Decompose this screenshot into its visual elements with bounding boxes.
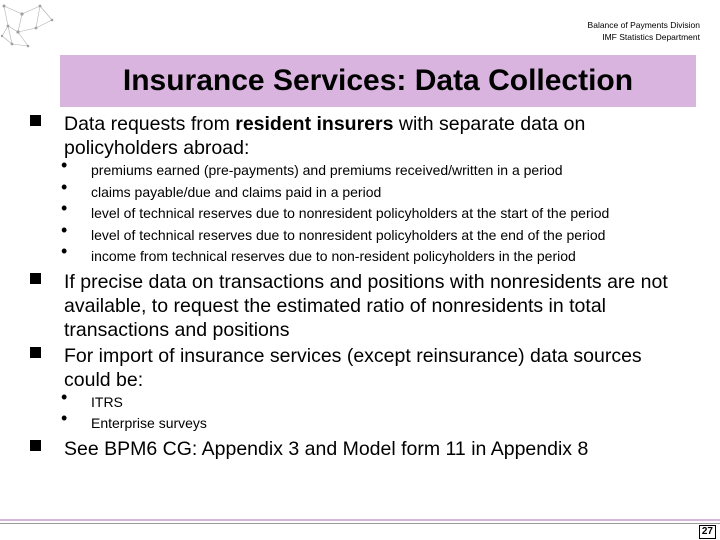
slide-title: Insurance Services: Data Collection (122, 64, 634, 97)
square-bullet-icon (30, 347, 41, 358)
list-item-text: income from technical reserves due to non-resident policyholders in the period (91, 248, 576, 264)
square-bullet-icon (30, 115, 41, 126)
bullet-text-pre: Data requests from (64, 113, 236, 135)
title-band (60, 55, 696, 107)
bullet-import-sources (30, 344, 690, 392)
bullet-text-bold: resident insurers (235, 113, 394, 135)
list-item-text: ITRS (91, 393, 123, 410)
network-logo (0, 0, 60, 52)
list-item-text: premiums earned (pre-payments) and premiums received/written in a period (91, 162, 563, 178)
bullet-bpm6-reference (30, 437, 690, 461)
page-number: 27 (699, 525, 716, 539)
sub-list-data-sources (61, 386, 690, 435)
bullet-text: If precise data on transactions and positions with nonresidents are not available, to request the estimated ratio of nonresidents in total transactions and positions (64, 270, 668, 341)
bullet-text: See BPM6 CG: Appendix 3 and Model form 11 in Appendix 8 (64, 437, 589, 460)
sub-list-policyholder-data (61, 155, 690, 268)
list-item (61, 241, 690, 268)
list-item-text: Enterprise surveys (91, 415, 207, 431)
bullet-estimated-ratio (30, 270, 690, 342)
list-item-text: level of technical reserves due to nonresident policyholders at the end of the period (91, 226, 606, 243)
division-label: Balance of Payments Division (587, 20, 700, 30)
dot-bullet-icon: • (61, 241, 68, 261)
dot-bullet-icon: • (61, 386, 68, 407)
bullet-text-post: with separate data on policyholders abroad: (64, 113, 586, 159)
footer-divider-thin (0, 523, 720, 524)
dot-bullet-icon: • (61, 155, 68, 175)
list-item (61, 408, 690, 435)
bullet-text: For import of insurance services (except reinsurance) data sources could be: (64, 344, 642, 391)
slide-content (30, 112, 690, 461)
list-item-text: level of technical reserves due to nonresident policyholders at the start of the period (91, 205, 610, 221)
square-bullet-icon (30, 273, 41, 284)
dot-bullet-icon: • (61, 176, 68, 197)
list-item (61, 176, 690, 204)
department-label: IMF Statistics Department (602, 32, 700, 42)
list-item-text: claims payable/due and claims paid in a period (91, 183, 382, 200)
dot-bullet-icon: • (61, 219, 68, 240)
dot-bullet-icon: • (61, 198, 68, 218)
square-bullet-icon (30, 440, 41, 451)
dot-bullet-icon: • (61, 408, 68, 428)
list-item (61, 155, 690, 182)
bullet-resident-insurers (30, 112, 690, 160)
list-item (61, 219, 690, 247)
list-item (61, 386, 690, 414)
footer-divider (0, 519, 720, 521)
department-header (588, 19, 700, 43)
list-item (61, 198, 690, 225)
